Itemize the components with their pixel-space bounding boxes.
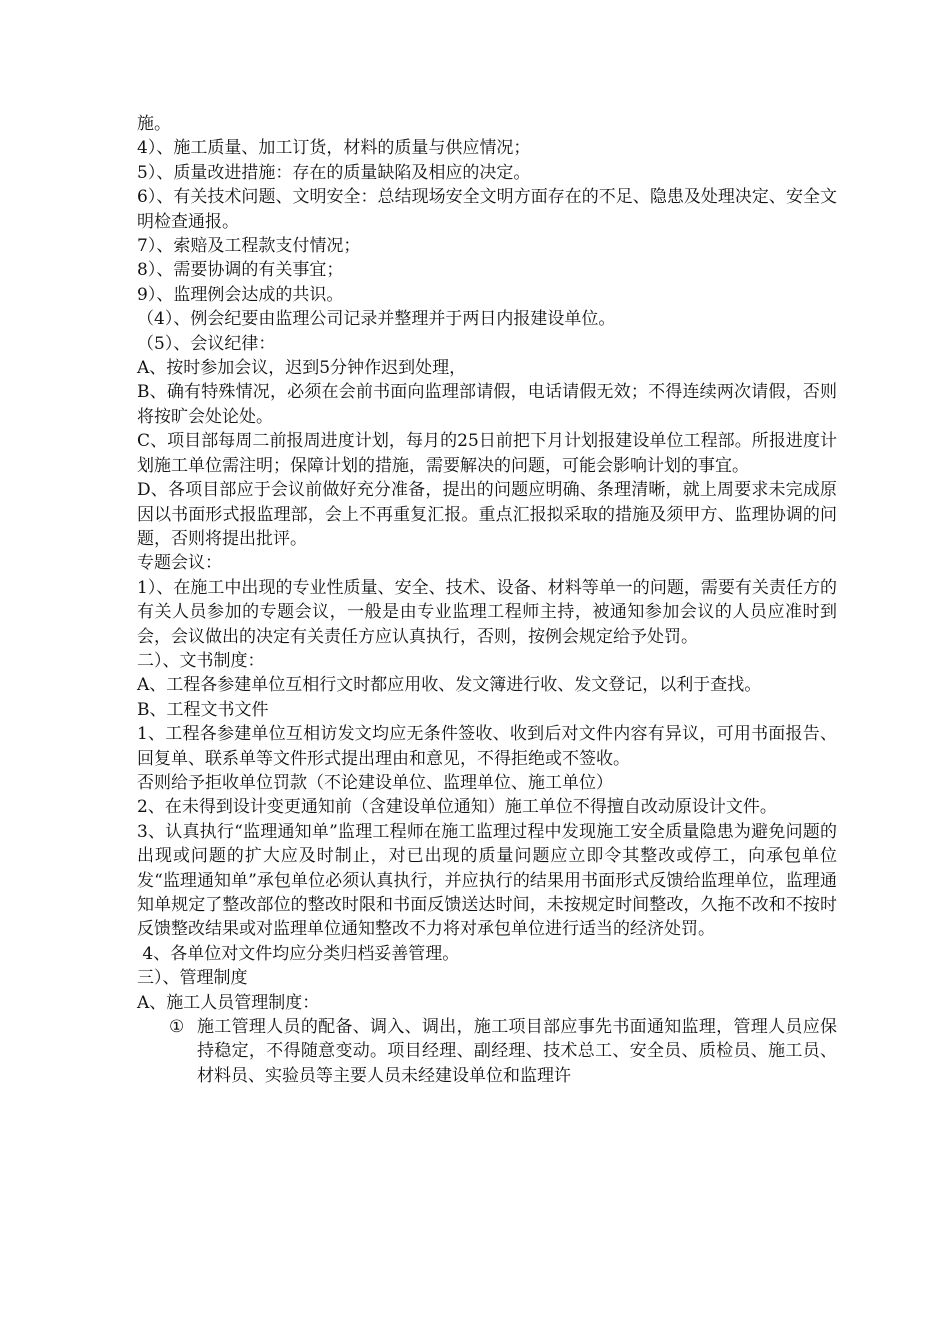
paragraph-18: B、工程文书文件 <box>137 699 269 720</box>
paragraph-24: 三）、管理制度 <box>137 968 248 989</box>
paragraph-15: 1）、在施工中出现的专业性质量、安全、技术、设备、材料等单一的问题，需要有关责任方的有关人员参加的专题会议，一般是由专业监理工程师主持，被通知参加会议的人员应准时到会，会议做出的决定有关责任方应认真执行，否则，按例会规定给予处罚。 <box>137 577 837 647</box>
paragraph-19: 1、工程各参建单位互相访发文均应无条件签收、收到后对文件内容有异议，可用书面报告、回复单、联系单等文件形式提出理由和意见，不得拒绝或不签收。 <box>137 724 837 769</box>
list-item-text: 施工管理人员的配备、调入、调出，施工项目部应事先书面通知监理，管理人员应保持稳定，不得随意变动。项目经理、副经理、技术总工、安全员、质检员、施工员、材料员、实验员等主要人员未经建设单位和监理许 <box>197 1017 837 1086</box>
list-item <box>169 1015 837 1088</box>
paragraph-22: 3、认真执行“监理通知单”监理工程师在施工监理过程中发现施工安全质量隐患为避免问题的出现或问题的扩大应及时制止，对已出现的质量问题应立即令其整改或停工，向承包单位发“监理通知单”承包单位必须认真执行，并应执行的结果用书面形式反馈给监理单位，监理通知单规定了整改部位的整改时限和书面反馈送达时间，未按规定时间整改，久拖不改和不按时反馈整改结果或对监理单位通知整改不力将对承包单位进行适当的经济处罚。 <box>137 821 837 940</box>
paragraph-1: 施。 <box>137 114 171 134</box>
paragraph-16: 二）、文书制度： <box>137 650 265 671</box>
paragraph-13: D、各项目部应于会议前做好充分准备，提出的问题应明确、条理清晰，就上周要求未完成原因以书面形式报监理部，会上不再重复汇报。重点汇报拟采取的措施及须甲方、监理协调的问题，否则将提出批评。 <box>137 480 837 549</box>
paragraph-14: 专题会议： <box>137 553 222 574</box>
paragraph-12: C、项目部每周二前报周进度计划，每月的25日前把下月计划报建设单位工程部。所报进度计划施工单位需注明；保障计划的措施，需要解决的问题，可能会影响计划的事宜。 <box>137 431 837 476</box>
paragraph-20: 否则给予拒收单位罚款（不论建设单位、监理单位、施工单位） <box>137 772 613 793</box>
paragraph-2: 4）、施工质量、加工订货，材料的质量与供应情况； <box>137 138 531 159</box>
paragraph-21: 2、在未得到设计变更通知前（含建设单位通知）施工单位不得擅自改动原设计文件。 <box>137 797 777 818</box>
document-body <box>137 112 837 1088</box>
paragraph-4: 6）、有关技术问题、文明安全：总结现场安全文明方面存在的不足、隐患及处理决定、安全文明检查通报。 <box>137 187 837 232</box>
paragraph-7: 9）、监理例会达成的共识。 <box>137 284 344 305</box>
paragraph-9: （5）、会议纪律： <box>137 333 276 354</box>
paragraph-25: A、施工人员管理制度： <box>137 992 320 1013</box>
paragraph-11: B、确有特殊情况，必须在会前书面向监理部请假，电话请假无效；不得连续两次请假，否则将按旷会处论处。 <box>137 382 837 427</box>
list-marker: ① <box>169 1017 185 1038</box>
paragraph-6: 8）、需要协调的有关事宜； <box>137 260 344 281</box>
paragraph-8: （4）、例会纪要由监理公司记录并整理并于两日内报建设单位。 <box>137 309 616 330</box>
paragraph-10: A、按时参加会议，迟到5分钟作迟到处理， <box>137 358 467 379</box>
paragraph-3: 5）、质量改进措施：存在的质量缺陷及相应的决定。 <box>137 162 531 183</box>
paragraph-17: A、工程各参建单位互相行文时都应用收、发文簿进行收、发文登记，以利于查找。 <box>137 675 762 696</box>
paragraph-23: 4、各单位对文件均应分类归档妥善管理。 <box>137 943 460 964</box>
paragraph-5: 7）、索赔及工程款支付情况； <box>137 236 361 257</box>
